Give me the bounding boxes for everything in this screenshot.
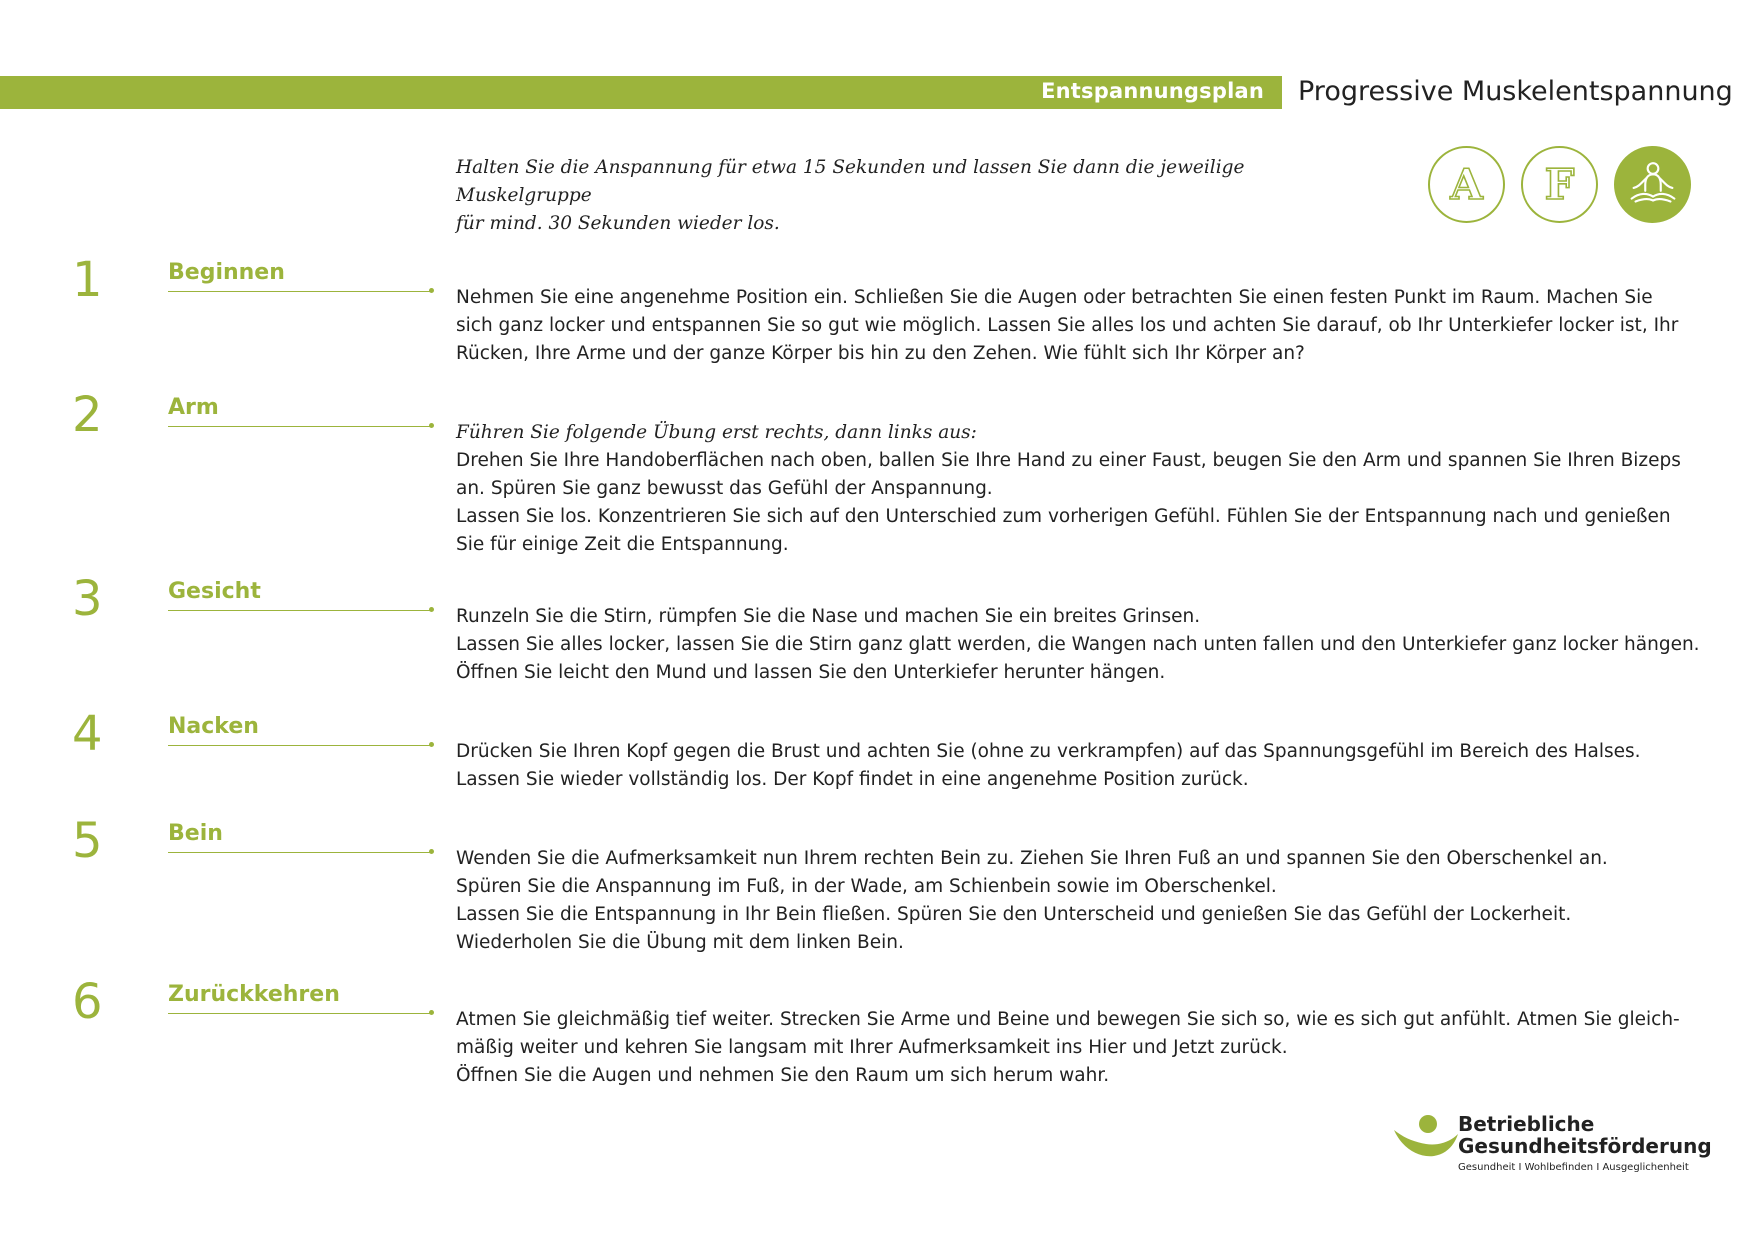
step-number: 4: [72, 706, 103, 762]
step-text: [456, 1006, 1701, 1090]
intro-line-1: Halten Sie die Anspannung für etwa 15 Sekunden und lassen Sie dann die jeweilige Muskelgruppe: [456, 157, 1245, 206]
badge-meditation: [1614, 146, 1691, 223]
text-line: Nehmen Sie eine angenehme Position ein. Schließen Sie die Augen oder betrachten Sie einen festen Punkt im Raum. Machen Sie: [456, 287, 1653, 308]
step-text: [456, 603, 1701, 687]
step-label: Gesicht: [168, 579, 261, 604]
logo-text-line-1: Betriebliche: [1458, 1112, 1595, 1136]
text-line: Runzeln Sie die Stirn, rümpfen Sie die Nase und machen Sie ein breites Grinsen.: [456, 606, 1201, 627]
text-line: sich ganz locker und entspannen Sie so gut wie möglich. Lassen Sie alles los und achten Sie darauf, ob Ihr Unterkiefer locker ist, Ihr: [456, 315, 1679, 336]
section-label: Entspannungsplan: [1041, 79, 1264, 103]
text-line: Sie für einige Zeit die Entspannung.: [456, 534, 789, 555]
step-label: Arm: [168, 395, 219, 420]
intro-line-2: für mind. 30 Sekunden wieder los.: [456, 213, 780, 234]
step-connector: [168, 426, 432, 427]
step-text: [456, 845, 1701, 957]
step-label: Zurückkehren: [168, 982, 340, 1007]
step-text: [456, 284, 1701, 368]
step-number: 5: [72, 813, 103, 869]
step-text: [456, 419, 1701, 559]
text-line: Lassen Sie alles locker, lassen Sie die Stirn ganz glatt werden, die Wangen nach unten fallen und den Unterkiefer ganz locker hängen.: [456, 634, 1700, 655]
badge-group: [1428, 146, 1698, 228]
step-number: 6: [72, 974, 103, 1030]
badge-a: [1428, 146, 1505, 223]
text-line-italic: Führen Sie folgende Übung erst rechts, dann links aus:: [456, 422, 977, 443]
logo-tagline: Gesundheit I Wohlbefinden I Ausgeglichenheit: [1458, 1162, 1689, 1173]
step-label: Bein: [168, 821, 223, 846]
text-line: mäßig weiter und kehren Sie langsam mit Ihrer Aufmerksamkeit ins Hier und Jetzt zurück.: [456, 1037, 1288, 1058]
badge-f: [1521, 146, 1598, 223]
step-connector: [168, 745, 432, 746]
letter-f-icon: F: [1544, 159, 1575, 209]
logo-leaf-icon: [1392, 1114, 1460, 1162]
text-line: Drehen Sie Ihre Handoberflächen nach oben, ballen Sie Ihre Hand zu einer Faust, beugen Sie den Arm und spannen Sie Ihren Bizeps: [456, 450, 1681, 471]
step-number: 2: [72, 387, 103, 443]
text-line: Lassen Sie wieder vollständig los. Der Kopf findet in eine angenehme Position zurück.: [456, 769, 1249, 790]
text-line: Rücken, Ihre Arme und der ganze Körper bis hin zu den Zehen. Wie fühlt sich Ihr Körper an?: [456, 343, 1305, 364]
text-line: Öffnen Sie die Augen und nehmen Sie den Raum um sich herum wahr.: [456, 1065, 1110, 1086]
step-label: Beginnen: [168, 260, 285, 285]
letter-a-icon: A: [1450, 159, 1483, 209]
text-line: Drücken Sie Ihren Kopf gegen die Brust und achten Sie (ohne zu verkrampfen) auf das Spannungsgefühl im Bereich des Halses.: [456, 741, 1641, 762]
text-line: Wiederholen Sie die Übung mit dem linken Bein.: [456, 932, 904, 953]
text-line: Wenden Sie die Aufmerksamkeit nun Ihrem rechten Bein zu. Ziehen Sie Ihren Fuß an und spannen Sie den Oberschenkel an.: [456, 848, 1608, 869]
step-connector: [168, 291, 432, 292]
header-bar: [0, 76, 1282, 109]
company-logo: [1392, 1112, 1712, 1182]
step-number: 1: [72, 252, 103, 308]
text-line: Lassen Sie die Entspannung in Ihr Bein fließen. Spüren Sie den Unterscheid und genießen Sie das Gefühl der Lockerheit.: [456, 904, 1572, 925]
text-line: Spüren Sie die Anspannung im Fuß, in der Wade, am Schienbein sowie im Oberschenkel.: [456, 876, 1277, 897]
logo-text-line-2: Gesundheitsförderung: [1458, 1134, 1712, 1158]
step-label: Nacken: [168, 714, 259, 739]
text-line: an. Spüren Sie ganz bewusst das Gefühl der Anspannung.: [456, 478, 993, 499]
meditation-icon: [1622, 154, 1684, 216]
text-line: Atmen Sie gleichmäßig tief weiter. Strecken Sie Arme und Beine und bewegen Sie sich so, wie es sich gut anfühlt. Atmen Sie gleich-: [456, 1009, 1680, 1030]
step-connector: [168, 610, 432, 611]
step-connector: [168, 852, 432, 853]
page-title: Progressive Muskelentspannung: [1298, 76, 1733, 107]
text-line: Öffnen Sie leicht den Mund und lassen Sie den Unterkiefer herunter hängen.: [456, 662, 1166, 683]
intro-text: [456, 154, 1356, 238]
step-number: 3: [72, 571, 103, 627]
step-text: [456, 738, 1701, 794]
text-line: Lassen Sie los. Konzentrieren Sie sich auf den Unterschied zum vorherigen Gefühl. Fühlen Sie der Entspannung nach und genießen: [456, 506, 1671, 527]
step-connector: [168, 1013, 432, 1014]
